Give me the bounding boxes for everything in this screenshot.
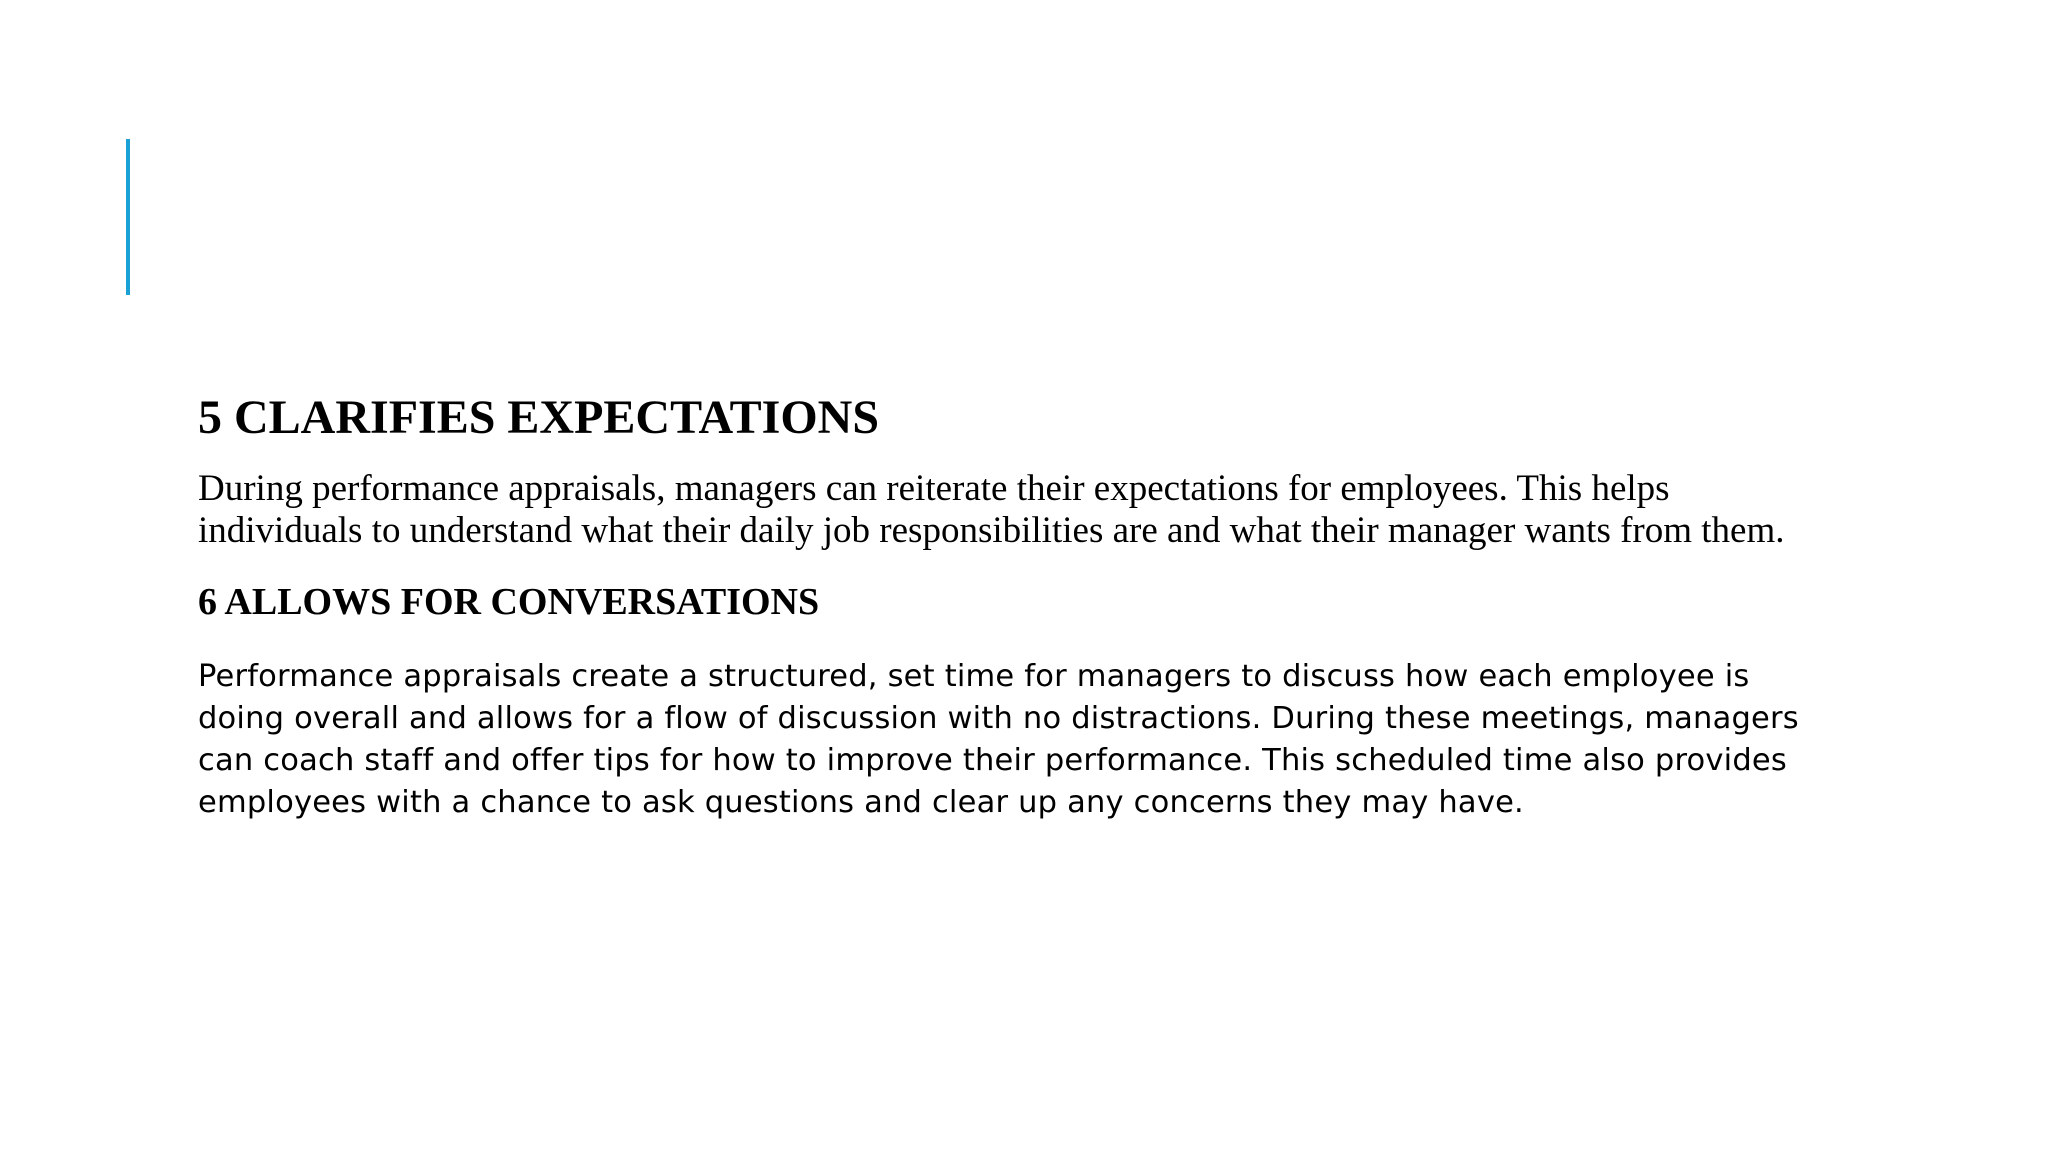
section-body-clarifies-expectations: During performance appraisals, managers can reiterate their expectations for employees. This helps individuals to understand what their daily job responsibilities are and what their manager wants from them. [198, 468, 1785, 551]
section-heading-allows-for-conversations: 6 ALLOWS FOR CONVERSATIONS [198, 581, 820, 623]
accent-bar [126, 139, 130, 295]
section-body-allows-for-conversations: Performance appraisals create a structured, set time for managers to discuss how each employee is doing overall and allows for a flow of discussion with no distractions. During these meetings, managers can coach staff and offer tips for how to improve their performance. This scheduled time also provides employees with a chance to ask questions and clear up any concerns they may have. [198, 659, 1799, 820]
section-heading-clarifies-expectations: 5 CLARIFIES EXPECTATIONS [198, 391, 880, 444]
slide-content [198, 392, 1818, 824]
